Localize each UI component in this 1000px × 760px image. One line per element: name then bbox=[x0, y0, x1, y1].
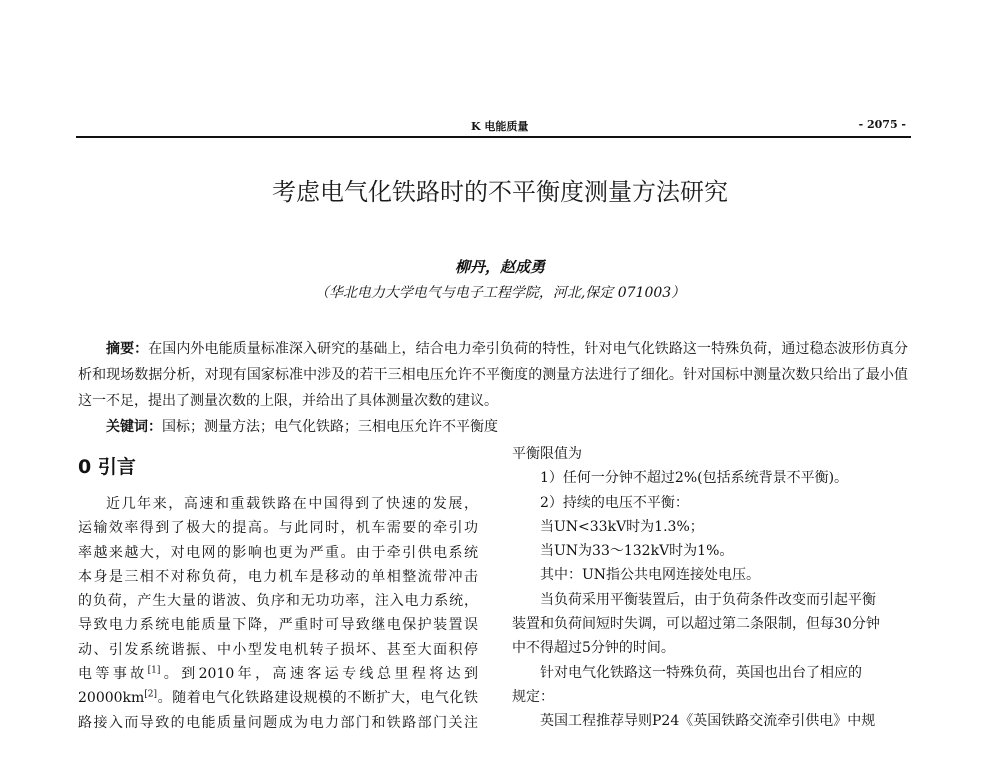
body-line: 其中：UN指公共电网连接处电压。 bbox=[540, 567, 761, 584]
authors: 柳丹，赵成勇 bbox=[454, 258, 545, 276]
list-item: 1）任何一分钟不超过2%(包括系统背景不平衡)。 bbox=[540, 470, 849, 487]
body-text: 20000km bbox=[78, 690, 145, 707]
body-line: 动、引发系统谐振、中小型发电机转子损坏、甚至大面积停 bbox=[78, 641, 478, 658]
body-line: 路接入而导致的电能质量问题成为电力部门和铁路部门关注 bbox=[78, 714, 478, 731]
page-number: - 2075 - bbox=[858, 118, 906, 131]
body-text: 。到2010年，高速客运专线总里程将达到 bbox=[160, 666, 478, 683]
body-line: 的负荷，产生大量的谐波、负序和无功功率，注入电力系统， bbox=[78, 593, 478, 610]
citation: [2] bbox=[144, 689, 158, 700]
body-line: 导致电力系统电能质量下降，严重时可导致继电保护装置误 bbox=[78, 617, 478, 634]
body-line: 当UN<33kV时为1.3%； bbox=[540, 518, 704, 535]
header-section: K 电能质量 bbox=[471, 120, 529, 133]
citation: [1] bbox=[147, 665, 161, 676]
keywords-text: 国标；测量方法；电气化铁路；三相电压允许不平衡度 bbox=[162, 419, 498, 435]
affiliation: （华北电力大学电气与电子工程学院，河北,保定 071003） bbox=[314, 285, 686, 301]
abstract bbox=[78, 336, 908, 414]
body-line: 平衡限值为 bbox=[512, 446, 582, 462]
body-line: 针对电气化铁路这一特殊负荷，英国也出台了相应的 bbox=[540, 664, 862, 681]
body-line bbox=[78, 662, 478, 686]
abstract-text: 在国内外电能质量标准深入研究的基础上，结合电力牵引负荷的特性，针对电气化铁路这一特殊负荷，通过稳态波形仿真分析和现场数据分析，对现有国家标准中涉及的若干三相电压允许不平衡度的测量方法进行了细化。针对国标中测量次数只给出了最小值这一不足，提出了测量次数的上限，并给出了具体测量次数的建议。 bbox=[78, 341, 909, 409]
body-line: 中不得超过5分钟的时间。 bbox=[512, 640, 675, 657]
paper-title: 考虑电气化铁路时的不平衡度测量方法研究 bbox=[272, 178, 728, 206]
body-line: 运输效率得到了极大的提高。与此同时，机车需要的牵引功 bbox=[78, 520, 478, 537]
body-line bbox=[78, 686, 478, 710]
section-heading: 0 引言 bbox=[78, 456, 136, 478]
body-line: 装置和负荷间短时失调，可以超过第二条限制，但每30分钟 bbox=[512, 616, 880, 633]
body-line: 当UN为33～132kV时为1%。 bbox=[540, 543, 734, 560]
left-column bbox=[78, 492, 478, 735]
abstract-label: 摘要： bbox=[106, 341, 149, 357]
body-text: 电等事故 bbox=[78, 666, 148, 683]
body-line: 近几年来，高速和重载铁路在中国得到了快速的发展， bbox=[106, 496, 478, 512]
running-header bbox=[76, 118, 906, 136]
body-line: 本身是三相不对称负荷，电力机车是移动的单相整流带冲击 bbox=[78, 568, 478, 585]
list-item: 2）持续的电压不平衡： bbox=[540, 494, 689, 511]
header-rule bbox=[76, 136, 911, 138]
keywords-label: 关键词： bbox=[106, 419, 162, 435]
body-text: 。随着电气化铁路建设规模的不断扩大，电气化铁 bbox=[157, 690, 478, 707]
keywords bbox=[106, 416, 498, 436]
body-line: 率越来越大，对电网的影响也更为严重。由于牵引供电系统 bbox=[78, 544, 478, 561]
right-column bbox=[512, 442, 912, 734]
body-line: 英国工程推荐导则P24《英国铁路交流牵引供电》中规 bbox=[540, 713, 876, 730]
body-line: 当负荷采用平衡装置后，由于负荷条件改变而引起平衡 bbox=[540, 591, 876, 608]
body-line: 规定： bbox=[512, 688, 554, 705]
